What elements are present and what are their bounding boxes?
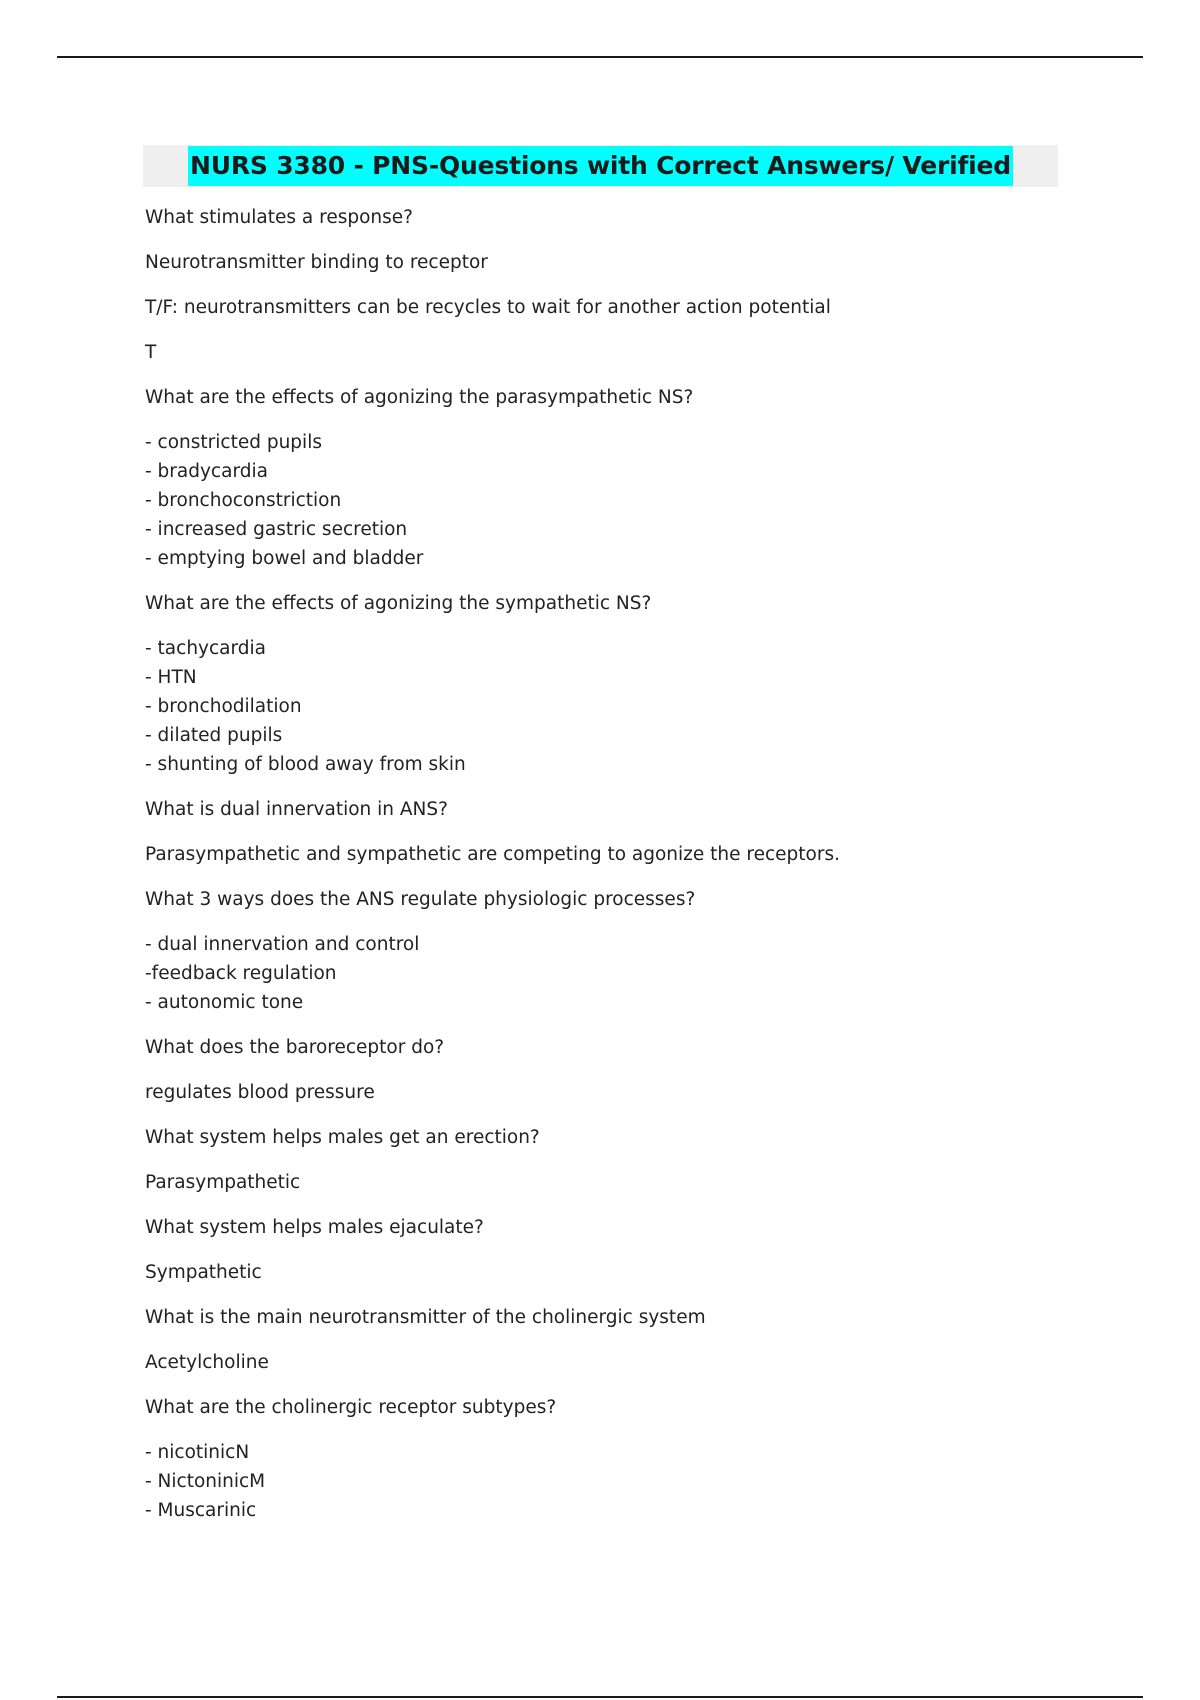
top-rule	[57, 56, 1143, 58]
text-line: - nicotinicN	[145, 1442, 250, 1463]
text-line: - dual innervation and control	[145, 934, 420, 955]
bottom-rule	[57, 1696, 1143, 1698]
answer-block	[145, 1168, 1105, 1197]
answer-block	[145, 840, 1105, 869]
text-line: Acetylcholine	[145, 1352, 269, 1373]
answer-block	[145, 1348, 1105, 1377]
text-line: What system helps males ejaculate?	[145, 1217, 484, 1238]
text-line: What is dual innervation in ANS?	[145, 799, 448, 820]
answer-block	[145, 1258, 1105, 1287]
text-line: - bronchodilation	[145, 696, 302, 717]
answer-block	[145, 1078, 1105, 1107]
text-line: What stimulates a response?	[145, 207, 413, 228]
answer-block	[145, 248, 1105, 277]
question-block	[145, 383, 1105, 412]
text-line: What are the cholinergic receptor subtypes?	[145, 1397, 557, 1418]
text-line: Parasympathetic	[145, 1172, 301, 1193]
title-band	[143, 145, 1058, 187]
text-line: Neurotransmitter binding to receptor	[145, 252, 488, 273]
text-line: What 3 ways does the ANS regulate physiologic processes?	[145, 889, 696, 910]
text-line: T/F: neurotransmitters can be recycles to wait for another action potential	[145, 297, 831, 318]
question-block	[145, 1393, 1105, 1422]
text-line: What are the effects of agonizing the sympathetic NS?	[145, 593, 652, 614]
question-block	[145, 1033, 1105, 1062]
text-line: - dilated pupils	[145, 725, 283, 746]
document-title: NURS 3380 - PNS-Questions with Correct Answers/ Verified	[188, 146, 1013, 186]
text-line: -feedback regulation	[145, 963, 337, 984]
text-line: - increased gastric secretion	[145, 519, 408, 540]
text-line: - bronchoconstriction	[145, 490, 342, 511]
question-block	[145, 1213, 1105, 1242]
question-block	[145, 589, 1105, 618]
text-line: - shunting of blood away from skin	[145, 754, 466, 775]
text-line: Parasympathetic and sympathetic are competing to agonize the receptors.	[145, 844, 840, 865]
answer-block	[145, 428, 1105, 573]
question-block	[145, 885, 1105, 914]
text-line: regulates blood pressure	[145, 1082, 375, 1103]
text-line: - NictoninicM	[145, 1471, 266, 1492]
text-line: T	[145, 342, 157, 363]
document-body	[145, 203, 1105, 1541]
question-block	[145, 1303, 1105, 1332]
answer-block	[145, 338, 1105, 367]
text-line: - autonomic tone	[145, 992, 304, 1013]
text-line: - emptying bowel and bladder	[145, 548, 424, 569]
question-block	[145, 203, 1105, 232]
text-line: - bradycardia	[145, 461, 268, 482]
question-block	[145, 1123, 1105, 1152]
text-line: What is the main neurotransmitter of the cholinergic system	[145, 1307, 706, 1328]
text-line: What are the effects of agonizing the parasympathetic NS?	[145, 387, 694, 408]
answer-block	[145, 1438, 1105, 1525]
text-line: - HTN	[145, 667, 197, 688]
question-block	[145, 293, 1105, 322]
text-line: - tachycardia	[145, 638, 266, 659]
text-line: What does the baroreceptor do?	[145, 1037, 445, 1058]
text-line: What system helps males get an erection?	[145, 1127, 540, 1148]
text-line: - Muscarinic	[145, 1500, 257, 1521]
question-block	[145, 795, 1105, 824]
answer-block	[145, 634, 1105, 779]
text-line: Sympathetic	[145, 1262, 262, 1283]
answer-block	[145, 930, 1105, 1017]
text-line: - constricted pupils	[145, 432, 322, 453]
